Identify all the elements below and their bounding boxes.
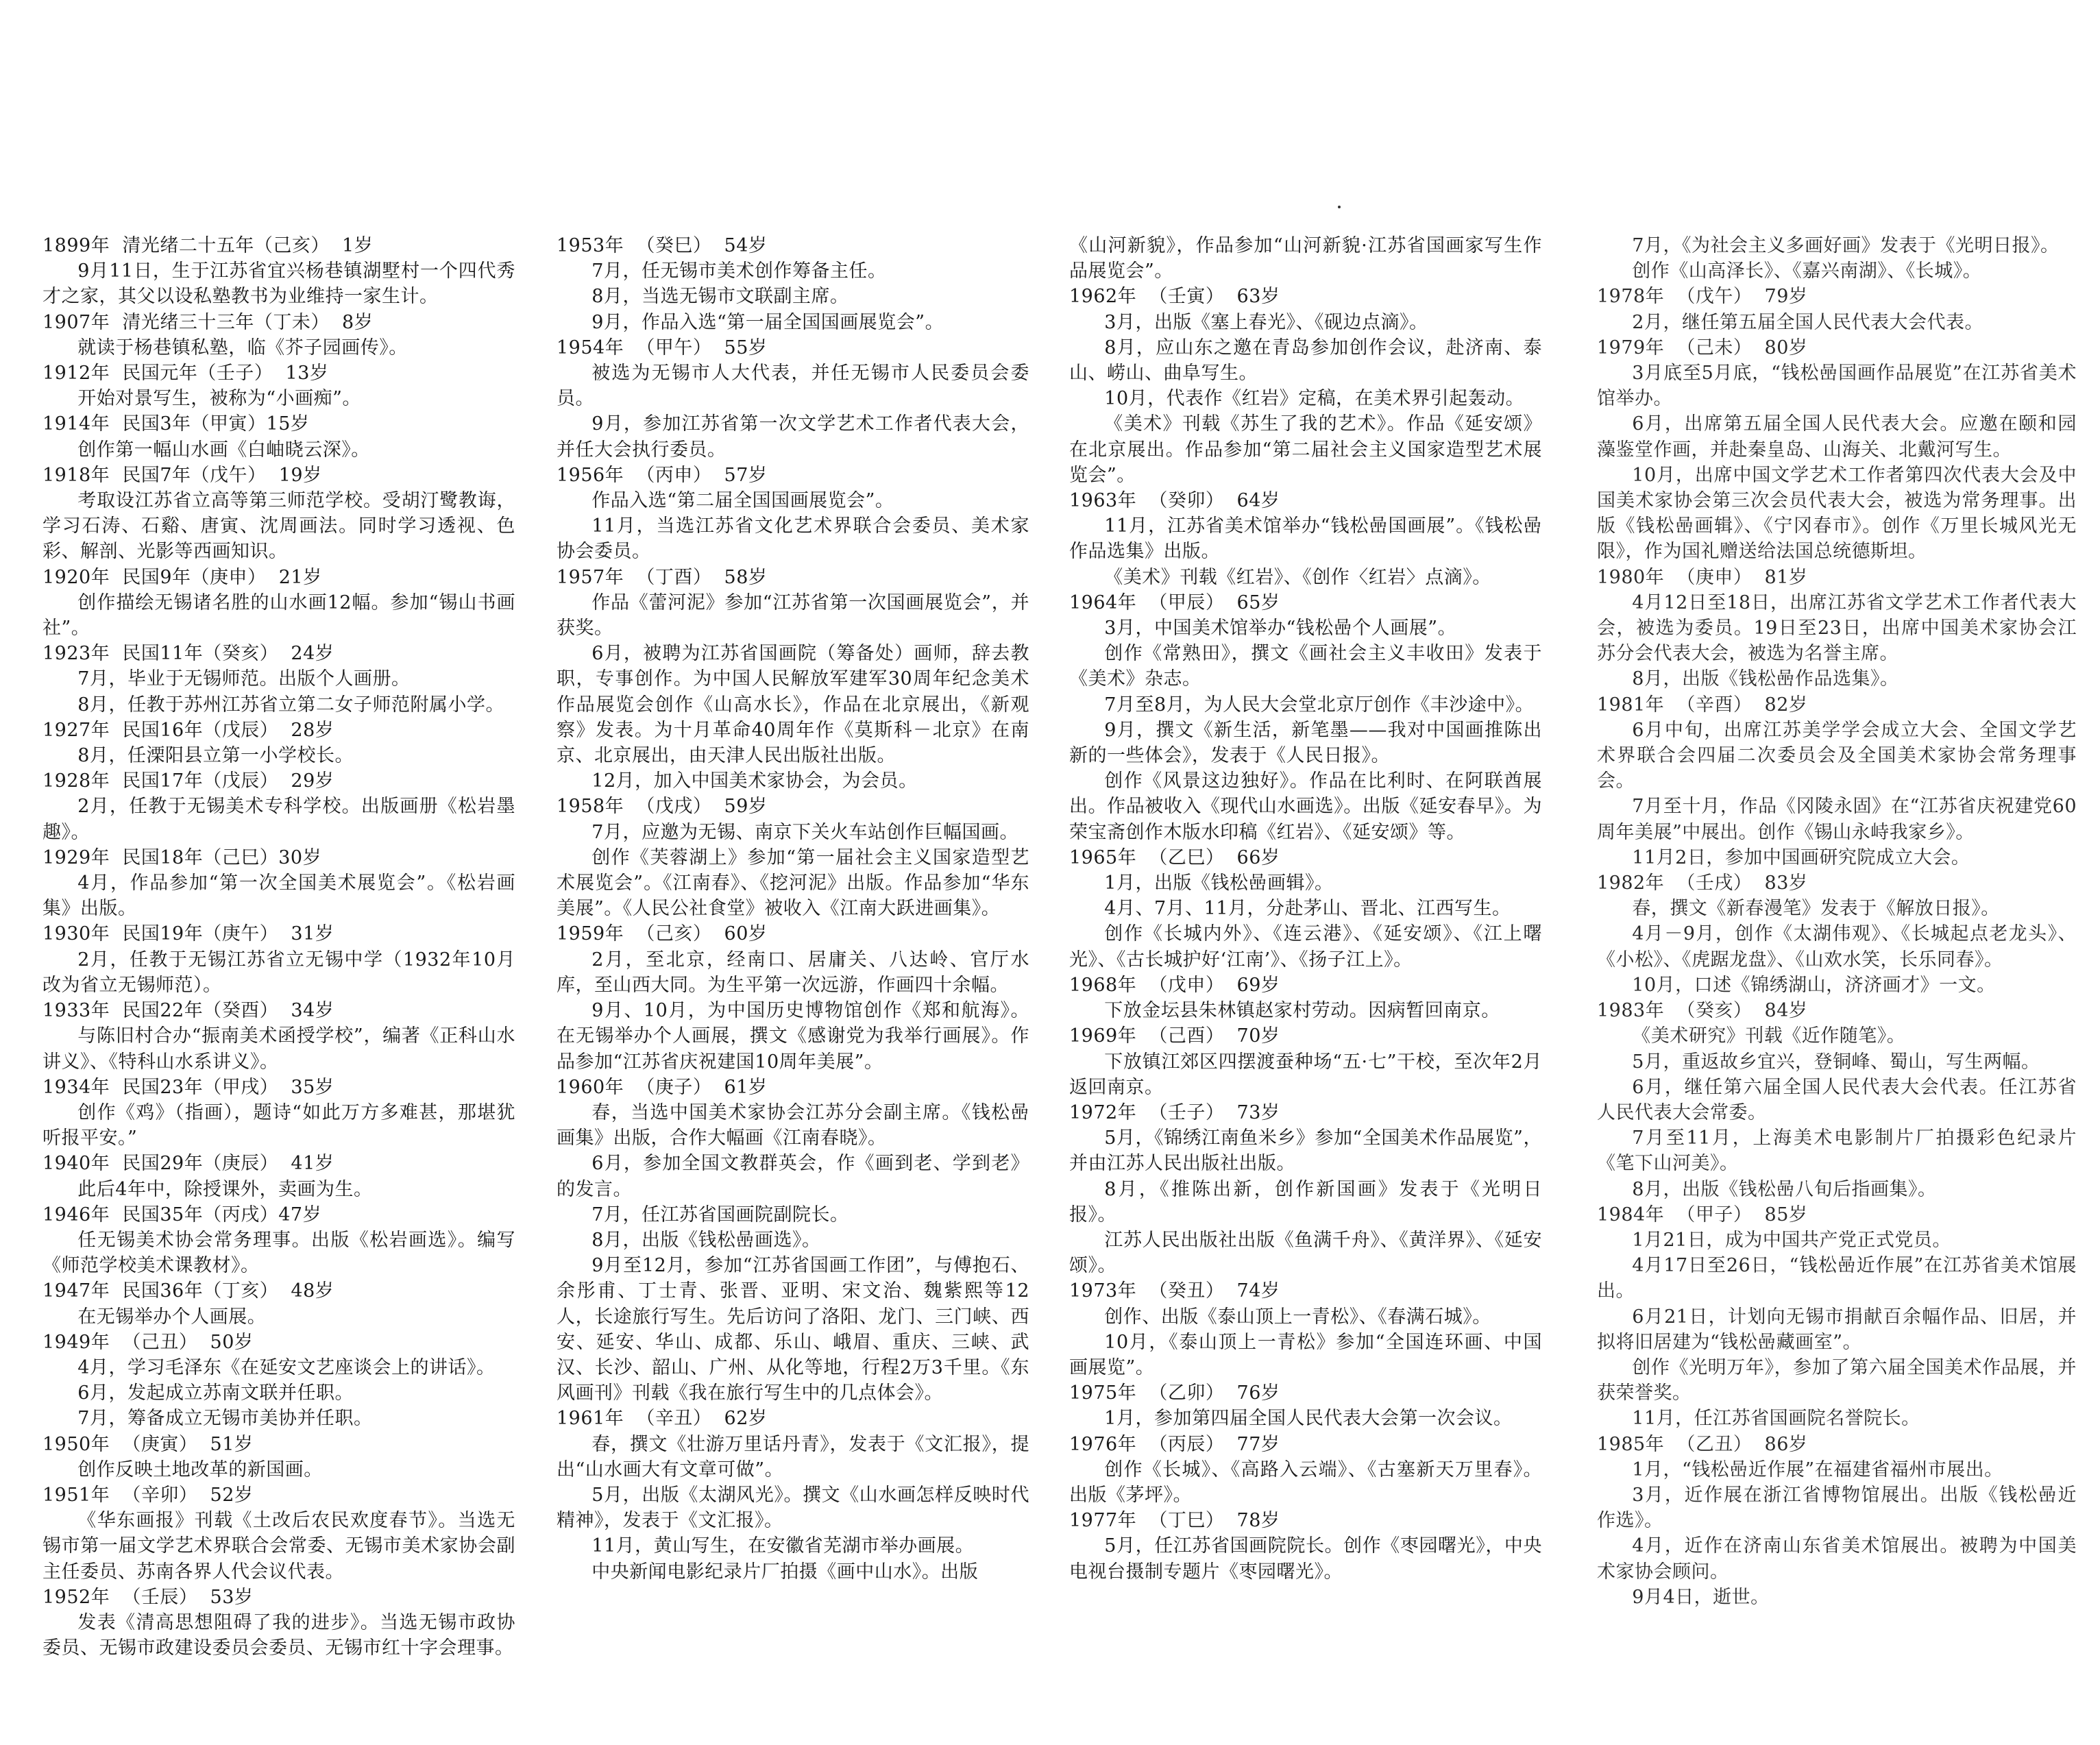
- chronology-entry: 创作《鸡》（指画），题诗“如此万方多难甚，那堪犹听报平安。”: [42, 1101, 515, 1149]
- year-heading: 1972年 （壬子） 73岁: [1069, 1101, 1280, 1123]
- year-heading: 1933年 民国22年（癸酉） 34岁: [42, 1000, 334, 1022]
- chronology-entry: 春，撰文《新春漫笔》发表于《解放日报》。: [1632, 898, 2000, 920]
- year-heading: 1923年 民国11年（癸亥） 24岁: [42, 643, 334, 665]
- year-heading: 1961年 （辛丑） 62岁: [557, 1408, 768, 1430]
- chronology-entry: 7月至十月，作品《冈陵永固》在“江苏省庆祝建党60周年美展”中展出。创作《锡山永峙我家乡》。: [1597, 796, 2077, 843]
- year-heading: 1899年 清光绪二十五年（己亥） 1岁: [42, 235, 374, 256]
- year-heading: 1973年 （癸丑） 74岁: [1069, 1280, 1280, 1302]
- year-heading: 1984年 （甲子） 85岁: [1597, 1204, 1808, 1225]
- chronology-entry: 5月，任江苏省国画院院长。创作《枣园曙光》，中央电视台摄制专题片《枣园曙光》。: [1069, 1535, 1542, 1583]
- chronology-entry: 10月，代表作《红岩》定稿，在美术界引起轰动。: [1104, 388, 1525, 410]
- chronology-entry: 8月，出版《钱松喦八旬后指画集》。: [1632, 1178, 1937, 1200]
- chronology-entry: 《美术》刊载《苏生了我的艺术》。作品《延安颂》在北京展出。作品参加“第二届社会主义国家造型艺术展览会”。: [1069, 413, 1542, 486]
- year-heading: 1927年 民国16年（戊辰） 28岁: [42, 719, 334, 741]
- chronology-entry: 8月，任溧阳县立第一小学校长。: [77, 745, 354, 767]
- chronology-entry: 8月，任教于苏州江苏省立第二女子师范附属小学。: [77, 694, 504, 716]
- year-heading: 1968年 （戊申） 69岁: [1069, 974, 1280, 996]
- year-heading: 1914年 民国3年（甲寅）15岁: [42, 413, 310, 435]
- year-heading: 1980年 （庚申） 81岁: [1597, 566, 1808, 588]
- year-heading: 1959年 （己亥） 60岁: [557, 923, 768, 945]
- year-heading: 1953年 （癸巳） 54岁: [557, 235, 768, 256]
- chronology-entry: 下放金坛县朱林镇赵家村劳动。因病暂回南京。: [1104, 1000, 1500, 1022]
- year-heading: 1950年 （庚寅） 51岁: [42, 1433, 254, 1455]
- chronology-entry: 9月，作品入选“第一届全国国画展览会”。: [591, 311, 944, 333]
- year-heading: 1976年 （丙辰） 77岁: [1069, 1433, 1280, 1455]
- chronology-entry: 《美术研究》刊载《近作随笔》。: [1632, 1025, 1906, 1047]
- chronology-entry: 2月，任教于无锡江苏省立无锡中学（1932年10月改为省立无锡师范）。: [42, 949, 515, 996]
- chronology-entry: 8月，当选无锡市文联副主席。: [591, 286, 849, 308]
- chronology-entry: 4月、7月、11月，分赴茅山、晋北、江西写生。: [1104, 898, 1511, 920]
- year-heading: 1912年 民国元年（壬子） 13岁: [42, 363, 329, 385]
- chronology-entry: 9月，参加江苏省第一次文学艺术工作者代表大会，并任大会执行委员。: [557, 413, 1029, 461]
- year-heading: 1918年 民国7年（戊午） 19岁: [42, 464, 322, 486]
- chronology-entry: 7月至8月，为人民大会堂北京厅创作《丰沙途中》。: [1104, 694, 1535, 716]
- year-heading: 1947年 民国36年（丁亥） 48岁: [42, 1280, 334, 1302]
- chronology-entry: 11月，任江苏省国画院名誉院长。: [1632, 1408, 1920, 1430]
- chronology-entry: 任无锡美术协会常务理事。出版《松岩画选》。编写《师范学校美术课教材》。: [42, 1229, 515, 1277]
- chronology-entry: 11月2日，参加中国画研究院成立大会。: [1632, 846, 1970, 868]
- chronology-entry: 6月，发起成立苏南文联并任职。: [77, 1382, 354, 1404]
- chronology-entry: 创作反映土地改革的新国画。: [77, 1459, 323, 1480]
- chronology-entry: 8月，《推陈出新，创作新国画》发表于《光明日报》。: [1069, 1178, 1542, 1225]
- chronology-entry: 中央新闻电影纪录片厂拍摄《画中山水》。出版: [591, 1561, 979, 1583]
- chronology-entry: 江苏人民出版社出版《鱼满千舟》、《黄洋界》、《延安颂》。: [1069, 1229, 1542, 1277]
- year-heading: 1982年 （壬戌） 83岁: [1597, 872, 1808, 894]
- chronology-entry: 10月，出席中国文学艺术工作者第四次代表大会及中国美术家协会第三次会员代表大会，被选为常务理事。出版《钱松喦画辑》、《宁冈春市》。创作《万里长城风光无限》，作为国礼赠送给法国总统德斯坦。: [1597, 464, 2077, 563]
- year-heading: 1979年 （己未） 80岁: [1597, 337, 1808, 358]
- chronology-entry: 2月，至北京，经南口、居庸关、八达岭、官厅水库，至山西大同。为生平第一次远游，作画四十余幅。: [557, 949, 1029, 996]
- year-heading: 1965年 （乙巳） 66岁: [1069, 846, 1280, 868]
- year-heading: 1977年 （丁巳） 78岁: [1069, 1510, 1280, 1532]
- chronology-entry: 创作《光明万年》，参加了第六届全国美术作品展，并获荣誉奖。: [1597, 1356, 2077, 1404]
- chronology-entry: 发表《清高思想阻碍了我的进步》。当选无锡市政协委员、无锡市政建设委员会委员、无锡市红十字会理事。: [42, 1611, 515, 1659]
- year-heading: 1963年 （癸卯） 64岁: [1069, 490, 1280, 512]
- chronology-entry: 6月，被聘为江苏省国画院（筹备处）画师，辞去教职，专事创作。为中国人民解放军建军30周年纪念美术作品展览会创作《山高水长》，作品在北京展出，《新观察》发表。为十月革命40周年作《莫斯科－北京》在南京、北京展出，由天津人民出版社出版。: [557, 643, 1029, 767]
- chronology-entry: 9月，撰文《新生活，新笔墨——我对中国画推陈出新的一些体会》，发表于《人民日报》。: [1069, 719, 1542, 767]
- chronology-entry: 4月，学习毛泽东《在延安文艺座谈会上的讲话》。: [77, 1356, 496, 1378]
- year-heading: 1930年 民国19年（庚午） 31岁: [42, 923, 334, 945]
- chronology-entry: 《华东画报》刊载《土改后农民欢度春节》。当选无锡市第一届文学艺术界联合会常委、无锡市美术家协会副主任委员、苏南各界人代会议代表。: [42, 1510, 515, 1583]
- year-heading: 1929年 民国18年（己巳）30岁: [42, 846, 322, 868]
- chronology-column-1: [42, 233, 515, 1661]
- year-heading: 1951年 （辛卯） 52岁: [42, 1484, 254, 1506]
- year-heading: 1978年 （戊午） 79岁: [1597, 286, 1808, 308]
- chronology-entry: 9月11日，生于江苏省宜兴杨巷镇湖墅村一个四代秀才之家，其父以设私塾教书为业维持一家生计。: [42, 260, 515, 308]
- chronology-entry: 6月，出席第五届全国人民代表大会。应邀在颐和园藻鉴堂作画，并赴秦皇岛、山海关、北戴河写生。: [1597, 413, 2077, 461]
- year-heading: 1928年 民国17年（戊辰） 29岁: [42, 770, 334, 792]
- chronology-entry: 6月，继任第六届全国人民代表大会代表。任江苏省人民代表大会常委。: [1597, 1076, 2077, 1123]
- chronology-entry: 开始对景写生，被称为“小画痴”。: [77, 388, 361, 410]
- chronology-entry: 7月，筹备成立无锡市美协并任职。: [77, 1408, 373, 1430]
- chronology-entry: 《美术》刊载《红岩》、《创作〈红岩〉点滴》。: [1104, 566, 1491, 588]
- chronology-entry: 此后4年中，除授课外，卖画为生。: [77, 1178, 373, 1200]
- chronology-column-3: [1069, 233, 1542, 1585]
- year-heading: 1958年 （戊戌） 59岁: [557, 796, 768, 818]
- chronology-entry: 7月至11月，上海美术电影制片厂拍摄彩色纪录片《笔下山河美》。: [1597, 1127, 2077, 1175]
- chronology-entry: 4月，近作在济南山东省美术馆展出。被聘为中国美术家协会顾问。: [1597, 1535, 2077, 1583]
- chronology-entry: 5月，《锦绣江南鱼米乡》参加“全国美术作品展览”，并由江苏人民出版社出版。: [1069, 1127, 1542, 1175]
- year-heading: 1962年 （壬寅） 63岁: [1069, 286, 1280, 308]
- year-heading: 1969年 （己酉） 70岁: [1069, 1025, 1280, 1047]
- chronology-entry: 5月，重返故乡宜兴，登铜峰、蜀山，写生两幅。: [1632, 1051, 2040, 1073]
- chronology-entry: 11月，当选江苏省文化艺术界联合会委员、美术家协会委员。: [557, 515, 1029, 563]
- year-heading: 1940年 民国29年（庚辰） 41岁: [42, 1153, 334, 1175]
- chronology-entry: 7月，《为社会主义多画好画》发表于《光明日报》。: [1632, 235, 2060, 256]
- chronology-entry: 作品《蕾河泥》参加“江苏省第一次国画展览会”，并获奖。: [557, 591, 1029, 639]
- chronology-entry: 4月17日至26日，“钱松喦近作展”在江苏省美术馆展出。: [1597, 1255, 2077, 1302]
- chronology-entry: 春，当选中国美术家协会江苏分会副主席。《钱松喦画集》出版，合作大幅画《江南春晓》。: [557, 1101, 1029, 1149]
- chronology-entry: 1月，出版《钱松喦画辑》。: [1104, 872, 1334, 894]
- chronology-entry: 4月，作品参加“第一次全国美术展览会”。《松岩画集》出版。: [42, 872, 515, 920]
- chronology-entry: 5月，出版《太湖风光》。撰文《山水画怎样反映时代精神》，发表于《文汇报》。: [557, 1484, 1029, 1532]
- chronology-entry: 4月－9月，创作《太湖伟观》、《长城起点老龙头》、《小松》、《虎踞龙盘》、《山欢水笑，长乐同春》。: [1597, 923, 2077, 971]
- year-heading: 1985年 （乙丑） 86岁: [1597, 1433, 1808, 1455]
- chronology-entry: 3月，近作展在浙江省博物馆展出。出版《钱松喦近作选》。: [1597, 1484, 2077, 1532]
- chronology-entry: 创作第一幅山水画《白岫晓云深》。: [77, 439, 370, 461]
- chronology-entry: 8月，应山东之邀在青岛参加创作会议，赴济南、泰山、崂山、曲阜写生。: [1069, 337, 1542, 385]
- chronology-entry: 9月4日，逝世。: [1632, 1586, 1770, 1608]
- chronology-entry: 下放镇江郊区四摆渡蚕种场“五·七”干校，至次年2月返回南京。: [1069, 1051, 1542, 1098]
- chronology-entry: 2月，任教于无锡美术专科学校。出版画册《松岩墨趣》。: [42, 796, 515, 843]
- chronology-entry: 春，撰文《壮游万里话丹青》，发表于《文汇报》，提出“山水画大有文章可做”。: [557, 1433, 1029, 1480]
- chronology-entry: 创作《常熟田》，撰文《画社会主义丰收田》发表于《美术》杂志。: [1069, 643, 1542, 690]
- chronology-entry: 1月21日，成为中国共产党正式党员。: [1632, 1229, 1951, 1251]
- chronology-entry: 考取设江苏省立高等第三师范学校。受胡汀鹭教诲，学习石涛、石谿、唐寅、沈周画法。同时学习透视、色彩、解剖、光影等西画知识。: [42, 490, 515, 563]
- chronology-entry: 8月，出版《钱松喦画选》。: [591, 1229, 821, 1251]
- chronology-entry: 2月，继任第五届全国人民代表大会代表。: [1632, 311, 1983, 333]
- chronology-column-2: [557, 233, 1029, 1585]
- chronology-entry: 6月21日，计划向无锡市捐献百余幅作品、旧居，并拟将旧居建为“钱松喦藏画室”。: [1597, 1306, 2077, 1353]
- chronology-entry: 创作描绘无锡诸名胜的山水画12幅。参加“锡山书画社”。: [42, 591, 515, 639]
- chronology-entry: 10月，《泰山顶上一青松》参加“全国连环画、中国画展览”。: [1069, 1331, 1542, 1378]
- chronology-entry: 6月中旬，出席江苏美学学会成立大会、全国文学艺术界联合会四届二次委员会及全国美术家协会常务理事会。: [1597, 719, 2077, 792]
- year-heading: 1960年 （庚子） 61岁: [557, 1076, 768, 1098]
- chronology-entry: 3月底至5月底，“钱松喦国画作品展览”在江苏省美术馆举办。: [1597, 363, 2077, 410]
- chronology-entry: 3月，出版《塞上春光》、《砚边点滴》。: [1104, 311, 1428, 333]
- chronology-entry: 4月12日至18日，出席江苏省文学艺术工作者代表大会，被选为委员。19日至23日，出席中国美术家协会江苏分会代表大会，被选为名誉主席。: [1597, 591, 2077, 665]
- chronology-entry: 3月，中国美术馆举办“钱松喦个人画展”。: [1104, 618, 1457, 639]
- chronology-entry: 7月，任无锡市美术创作筹备主任。: [591, 260, 887, 282]
- year-heading: 1954年 （甲午） 55岁: [557, 337, 768, 358]
- chronology-entry: 创作《芙蓉湖上》参加“第一届社会主义国家造型艺术展览会”。《江南春》、《挖河泥》出版。作品参加“华东美展”。《人民公社食堂》被收入《江南大跃进画集》。: [557, 846, 1029, 920]
- chronology-entry: 就读于杨巷镇私塾，临《芥子园画传》。: [77, 337, 408, 358]
- chronology-entry: 创作、出版《泰山顶上一青松》、《春满石城》。: [1104, 1306, 1491, 1328]
- year-heading: 1934年 民国23年（甲戌） 35岁: [42, 1076, 334, 1098]
- chronology-entry: 8月，出版《钱松喦作品选集》。: [1632, 668, 1899, 690]
- chronology-entry: 12月，加入中国美术家协会，为会员。: [591, 770, 918, 792]
- year-heading: 1920年 民国9年（庚申） 21岁: [42, 566, 322, 588]
- chronology-entry: 11月，江苏省美术馆举办“钱松喦国画展”。《钱松喦作品选集》出版。: [1069, 515, 1542, 563]
- chronology-entry: 1月，“钱松喦近作展”在福建省福州市展出。: [1632, 1459, 2003, 1480]
- chronology-entry: 创作《长城》、《高路入云端》、《古塞新天万里春》。出版《茅坪》。: [1069, 1459, 1542, 1506]
- chronology-entry: 创作《长城内外》、《连云港》、《延安颂》、《江上曙光》、《古长城护好‘江南’》、《扬子江上》。: [1069, 923, 1542, 971]
- chronology-entry: 1月，参加第四届全国人民代表大会第一次会议。: [1104, 1408, 1513, 1430]
- year-heading: 1949年 （己丑） 50岁: [42, 1331, 254, 1353]
- chronology-entry: 6月，参加全国文教群英会，作《画到老、学到老》的发言。: [557, 1153, 1029, 1200]
- chronology-entry: 9月至12月，参加“江苏省国画工作团”，与傅抱石、余彤甫、丁士青、张晋、亚明、宋文治、魏紫熙等12人，长途旅行写生。先后访问了洛阳、龙门、三门峡、西安、延安、华山、成都、乐山、峨眉、重庆、三峡、武汉、长沙、韶山、广州、从化等地，行程2万3千里。《东风画刊》刊载《我在旅行写生中的几点体会》。: [557, 1255, 1029, 1404]
- chronology-entry: 与陈旧村合办“振南美术函授学校”，编著《正科山水讲义》、《特科山水系讲义》。: [42, 1025, 515, 1073]
- chronology-entry: 创作《风景这边独好》。作品在比利时、在阿联酋展出。作品被收入《现代山水画选》。出版《延安春早》。为荣宝斋创作木版水印稿《红岩》、《延安颂》等。: [1069, 770, 1542, 843]
- year-heading: 1952年 （壬辰） 53岁: [42, 1586, 254, 1608]
- year-heading: 1975年 （乙卯） 76岁: [1069, 1382, 1280, 1404]
- year-heading: 1981年 （辛酉） 82岁: [1597, 694, 1808, 716]
- chronology-column-4: [1597, 233, 2077, 1610]
- year-heading: 1946年 民国35年（丙戌）47岁: [42, 1204, 322, 1225]
- year-heading: 1907年 清光绪三十三年（丁未） 8岁: [42, 311, 374, 333]
- chronology-entry: 10月，口述《锦绣湖山，济济画才》一文。: [1632, 974, 1996, 996]
- chronology-entry: 11月，黄山写生，在安徽省芜湖市举办画展。: [591, 1535, 975, 1557]
- chronology-entry: 7月，毕业于无锡师范。出版个人画册。: [77, 668, 411, 690]
- chronology-entry: 被选为无锡市人大代表，并任无锡市人民委员会委员。: [557, 363, 1029, 410]
- year-heading: 1983年 （癸亥） 84岁: [1597, 1000, 1808, 1022]
- chronology-entry: 作品入选“第二届全国国画展览会”。: [591, 490, 894, 512]
- chronology-entry: 创作《山高泽长》、《嘉兴南湖》、《长城》。: [1632, 260, 1982, 282]
- chronology-entry: 7月，应邀为无锡、南京下关火车站创作巨幅国画。: [591, 821, 1018, 843]
- year-heading: 1957年 （丁酉） 58岁: [557, 566, 768, 588]
- chronology-entry: 《山河新貌》，作品参加“山河新貌·江苏省国画家写生作品展览会”。: [1069, 235, 1542, 282]
- chronology-entry: 7月，任江苏省国画院副院长。: [591, 1204, 849, 1225]
- chronology-entry: 在无锡举办个人画展。: [77, 1306, 267, 1328]
- chronology-entry: 9月、10月，为中国历史博物馆创作《郑和航海》。在无锡举办个人画展，撰文《感谢党为我举行画展》。作品参加“江苏省庆祝建国10周年美展”。: [557, 1000, 1029, 1073]
- speck-mark: [1338, 206, 1341, 208]
- year-heading: 1964年 （甲辰） 65岁: [1069, 591, 1280, 613]
- year-heading: 1956年 （丙申） 57岁: [557, 464, 768, 486]
